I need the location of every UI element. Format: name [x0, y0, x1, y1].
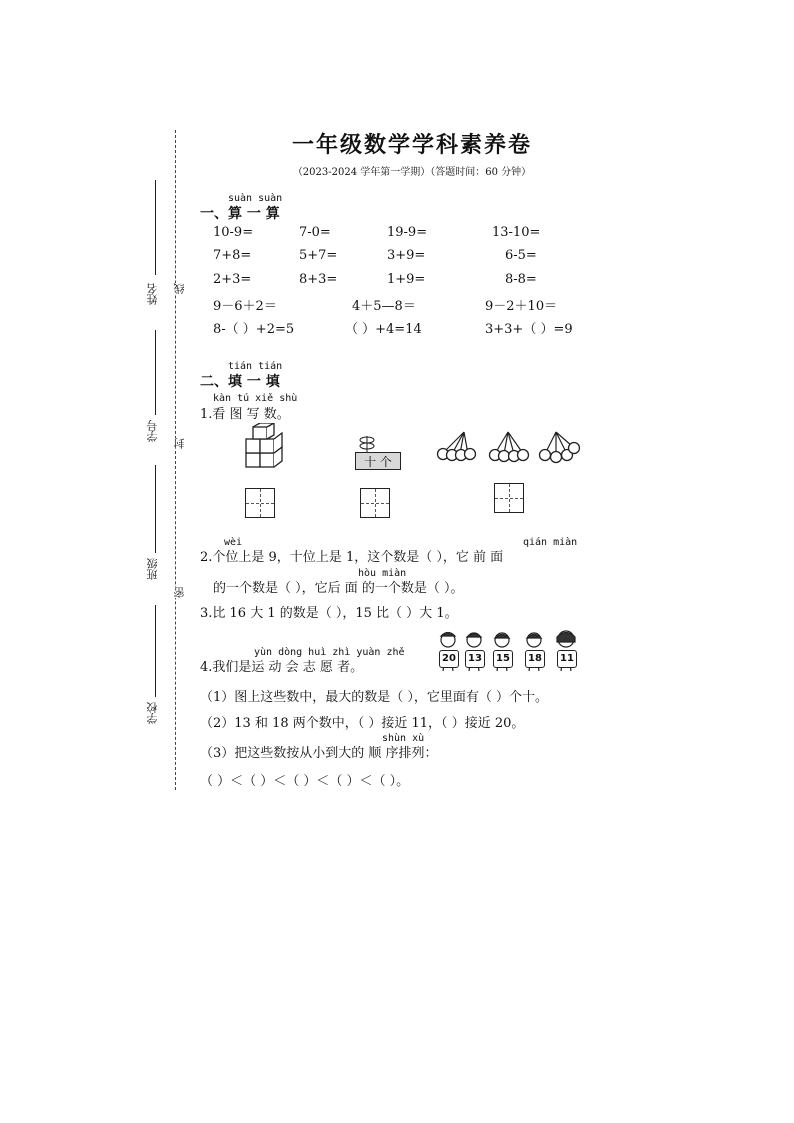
- calc-r5c3: 3+3+（ ）=9: [485, 322, 573, 337]
- q1-pinyin: kàn tú xiě shù: [213, 393, 298, 404]
- place-value-label: 十 个: [355, 452, 401, 470]
- q4-sub3: （3）把这些数按从小到大的 顺 序排列：: [200, 746, 438, 761]
- class-label: 班级: [146, 558, 159, 580]
- calc-r4c2: 4＋5—8＝: [352, 299, 416, 314]
- calc-r2c1: 7+8=: [213, 248, 252, 263]
- school-label: 学校: [146, 702, 159, 724]
- calc-r1c2: 7-0=: [299, 225, 331, 240]
- calc-r5c1: 8-（ ）+2=5: [213, 322, 295, 337]
- q1-text: 1.看 图 写 数。: [200, 407, 290, 422]
- binding-dashed-line: [175, 130, 176, 790]
- section2-pinyin: tián tián: [228, 361, 283, 372]
- calc-r3c2: 8+3=: [299, 272, 338, 287]
- volunteer-number-1: 20: [439, 650, 459, 668]
- school-underline: [155, 605, 156, 697]
- seal-secret-mark: 密: [173, 587, 186, 598]
- q4-sub3-pinyin: shùn xù: [382, 733, 425, 744]
- calc-r4c1: 9－6＋2＝: [213, 299, 277, 314]
- calc-r2c3: 3+9=: [387, 248, 426, 263]
- calc-r4c3: 9－2＋10＝: [485, 299, 558, 314]
- q4-pinyin: yùn dòng huì zhì yuàn zhě: [254, 647, 405, 658]
- student-number-underline: [155, 330, 156, 415]
- page-subtitle: （2023-2024 学年第一学期）（答题时间：60 分钟）: [292, 167, 532, 178]
- q2-line1: 2.个位上是 9，十位上是 1，这个数是（ ），它 前 面: [200, 550, 504, 565]
- section1-pinyin: suàn suàn: [228, 193, 283, 204]
- calc-r1c3: 19-9=: [387, 225, 428, 240]
- calc-r2c4: 6-5=: [505, 248, 537, 263]
- cherries-group-1: [436, 430, 478, 462]
- section2-title: 二、填 一 填: [200, 374, 280, 390]
- answer-box-3[interactable]: [494, 483, 524, 513]
- seal-line-mark: 线: [173, 283, 186, 294]
- q2-pinyin-houmian: hòu miàn: [358, 568, 407, 579]
- cherries-group-2: [488, 430, 530, 464]
- page-title: 一年级数学学科素养卷: [291, 132, 532, 158]
- q4-sub1: （1）图上这些数中，最大的数是（ ），它里面有（ ）个十。: [200, 690, 549, 705]
- volunteer-number-2: 13: [465, 650, 485, 668]
- section1-title: 一、算 一 算: [200, 206, 280, 222]
- volunteer-number-5: 11: [557, 650, 577, 668]
- q2-pinyin-wei: wèi: [224, 537, 243, 548]
- name-underline: [155, 180, 156, 275]
- q2-line2: 的一个数是（ ），它后 面 的一个数是（ ）。: [213, 581, 464, 596]
- calc-r2c2: 5+7=: [299, 248, 338, 263]
- q2-pinyin-qianmian: qián miàn: [523, 537, 578, 548]
- calc-r5c2: （ ）+4=14: [345, 322, 422, 337]
- student-number-label: 学号: [146, 420, 159, 442]
- name-label: 姓名: [146, 283, 159, 305]
- cubes-image: [238, 423, 286, 475]
- cherries-group-3: [538, 430, 580, 466]
- calc-r3c4: 8-8=: [505, 272, 537, 287]
- calc-r3c1: 2+3=: [213, 272, 252, 287]
- calc-r1c4: 13-10=: [492, 225, 541, 240]
- calc-r1c1: 10-9=: [213, 225, 254, 240]
- calc-r3c3: 1+9=: [387, 272, 426, 287]
- class-underline: [155, 465, 156, 553]
- q4-sub2: （2）13 和 18 两个数中，（ ）接近 11，（ ）接近 20。: [200, 716, 525, 731]
- volunteer-number-3: 15: [493, 650, 513, 668]
- volunteer-number-4: 18: [525, 650, 545, 668]
- q4-text: 4.我们是运 动 会 志 愿 者。: [200, 660, 364, 675]
- seal-seal-mark: 封: [173, 438, 186, 449]
- answer-box-2[interactable]: [360, 488, 390, 518]
- answer-box-1[interactable]: [245, 488, 275, 518]
- q4-sub3-answer: （ ）＜（ ）＜（ ）＜（ ）＜（ ）。: [200, 774, 410, 789]
- q3-text: 3.比 16 大 1 的数是（ ），15 比（ ）大 1。: [200, 606, 458, 621]
